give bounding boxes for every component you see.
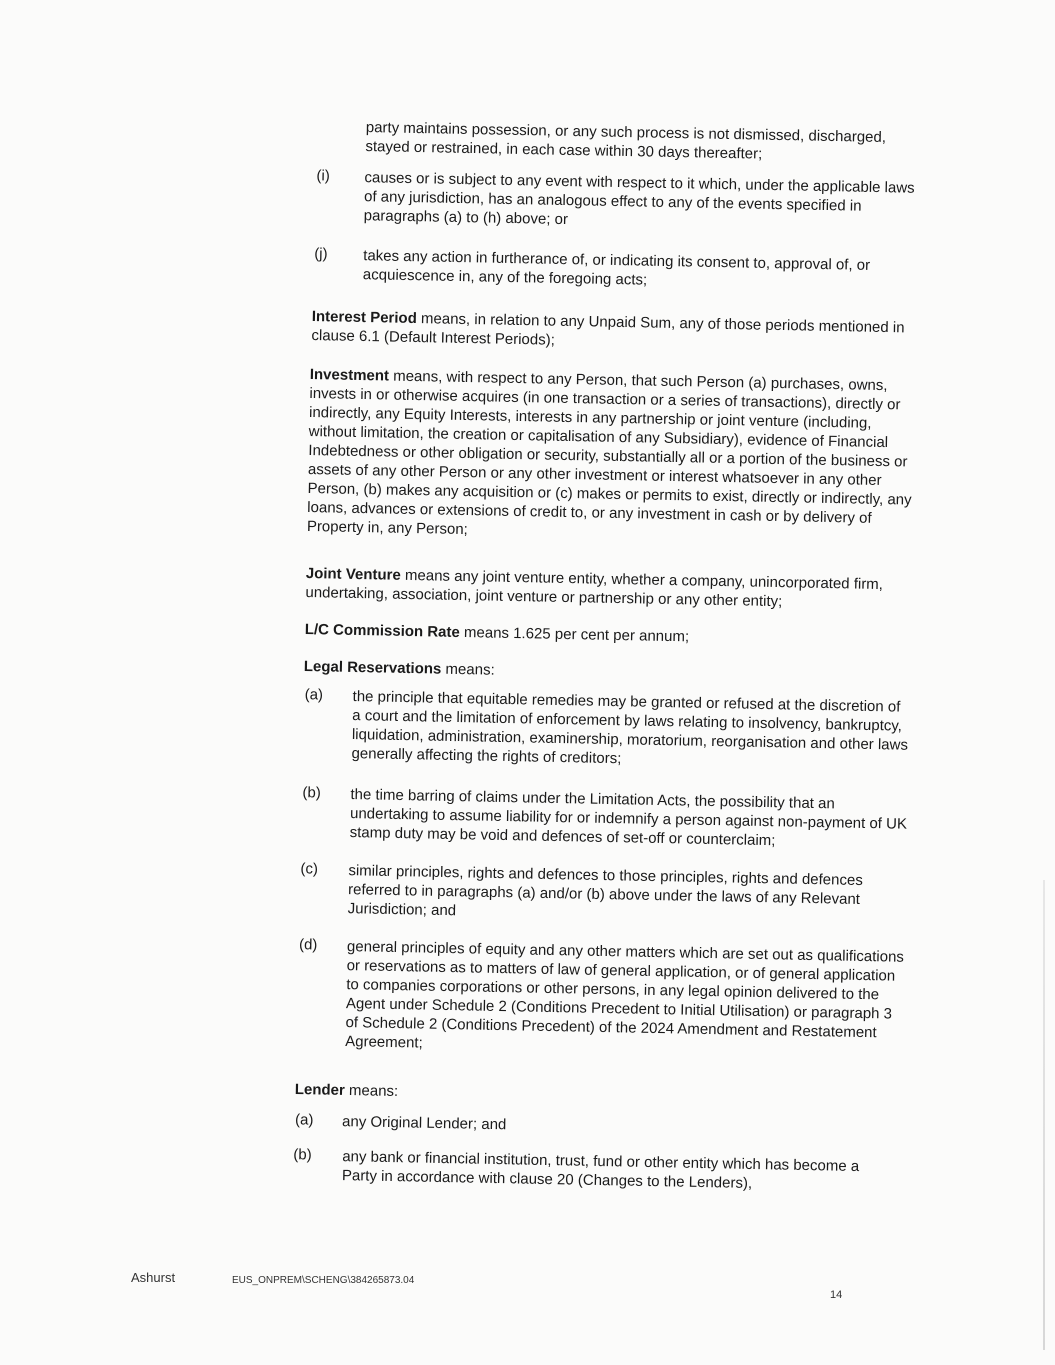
- item-text: causes or is subject to any event with respect to it which, under the applicable laws of any jurisdiction, has an analogous effect to any of the events specified in paragraphs (a) to (h) above; or: [363, 169, 915, 229]
- item-text: general principles of equity and any other matters which are set out as qualifications or reservations as to matters of law of general application, or of general application to companies corporations or other persons, in any legal opinion delivered to the Agent under Schedule 2 (Conditions Precedent to Initial Utilisation) or paragraph 3 of Schedule 2 (Conditions Precedent) of the 2024 Amendment and Restatement Agreement;: [345, 938, 905, 1052]
- definition-lc-commission-rate: [305, 620, 905, 651]
- definition-term: Lender: [294, 1080, 345, 1099]
- list-item: [295, 1111, 895, 1147]
- item-label: (i): [316, 167, 330, 185]
- list-item: [297, 936, 909, 1068]
- scan-edge-shadow: [1043, 880, 1045, 1350]
- definition-term: Joint Venture: [305, 564, 401, 584]
- definition-text: means:: [441, 660, 495, 679]
- item-label: (a): [304, 686, 324, 704]
- definition-text: means, with respect to any Person, that such Person (a) purchases, owns, invests in or otherwise acquires (in one transaction or a series of transactions), directly or indirectly, any Equity Interests, interests in any partnership or joint venture (including, without limitation, the creation or capitalisation of any Subsidiary), evidence of Financial Indebtedness or other obligation or security, substantially all or a portion of the business or assets of any other Person or any other investment or interest whatsoever in any other Person, (b) makes any acquisition or (c) makes or permits to exist, directly or indirectly, any loans, advances or extensions of credit to, or any investment in cash or by delivery of Property in, any Person;: [306, 367, 912, 539]
- definition-text: means:: [344, 1081, 399, 1100]
- item-label: (b): [302, 784, 321, 802]
- definition-term: Legal Reservations: [303, 657, 442, 678]
- item-text: any Original Lender; and: [341, 1113, 507, 1134]
- item-label: (b): [293, 1146, 312, 1164]
- definition-term: Interest Period: [311, 307, 417, 328]
- definition-joint-venture: [305, 564, 916, 614]
- item-label: (a): [294, 1111, 314, 1129]
- definition-text: means any joint venture entity, whether a company, unincorporated firm, undertaking, association, joint venture or partnership or any other entity;: [305, 566, 884, 611]
- definition-lender: [295, 1080, 895, 1111]
- item-label: (j): [314, 245, 328, 263]
- definition-text: means, in relation to any Unpaid Sum, any of those periods mentioned in clause 6.1 (Default Interest Periods);: [311, 310, 905, 349]
- definition-term: Investment: [309, 365, 390, 385]
- list-item: [314, 245, 915, 297]
- list-item: [293, 1146, 904, 1203]
- definition-investment: [307, 365, 918, 548]
- footer-document-reference: EUS_ONPREM\SCHENG\384265873.04: [232, 1275, 415, 1286]
- item-text: the time barring of claims under the Limitation Acts, the possibility that an undertaking to assume liability for or indemnify a person against non-payment of UK stamp duty may be void and defences of set-off or counterclaim;: [349, 786, 908, 850]
- definition-text: means 1.625 per cent per annum;: [459, 623, 690, 646]
- item-label: (c): [300, 860, 319, 878]
- continuation-text: party maintains possession, or any such process is not dismissed, discharged, stayed or restrained, in each case within 30 days thereafter;: [365, 118, 887, 163]
- item-text: any bank or financial institution, trust, fund or other entity which has become a Party in accordance with clause 20 (Changes to the Lenders),: [341, 1148, 860, 1192]
- item-text: takes any action in furtherance of, or indicating its consent to, approval of, or acquiescence in, any of the foregoing acts;: [362, 247, 871, 289]
- list-item: [303, 686, 916, 778]
- definition-interest-period: [311, 307, 917, 357]
- item-text: similar principles, rights and defences to those principles, rights and defences referred to in paragraphs (a) and/or (b) above under the laws of any Relevant Jurisdiction; and: [347, 862, 863, 920]
- definition-term: L/C Commission Rate: [304, 620, 460, 641]
- list-item: [315, 167, 916, 239]
- page-number: 14: [830, 1289, 843, 1301]
- definition-legal-reservations: [304, 657, 904, 688]
- item-label: (d): [298, 936, 318, 954]
- item-text: the principle that equitable remedies may be granted or refused at the discretion of a court and the limitation of enforcement by laws relating to insolvency, bankruptcy, liquidation, administration, examinership, moratorium, reorganisation and other laws generally affecting the rights of creditors;: [351, 688, 909, 768]
- list-item: [301, 784, 914, 856]
- footer-firm-name: Ashurst: [131, 1270, 176, 1285]
- list-item: [299, 860, 900, 932]
